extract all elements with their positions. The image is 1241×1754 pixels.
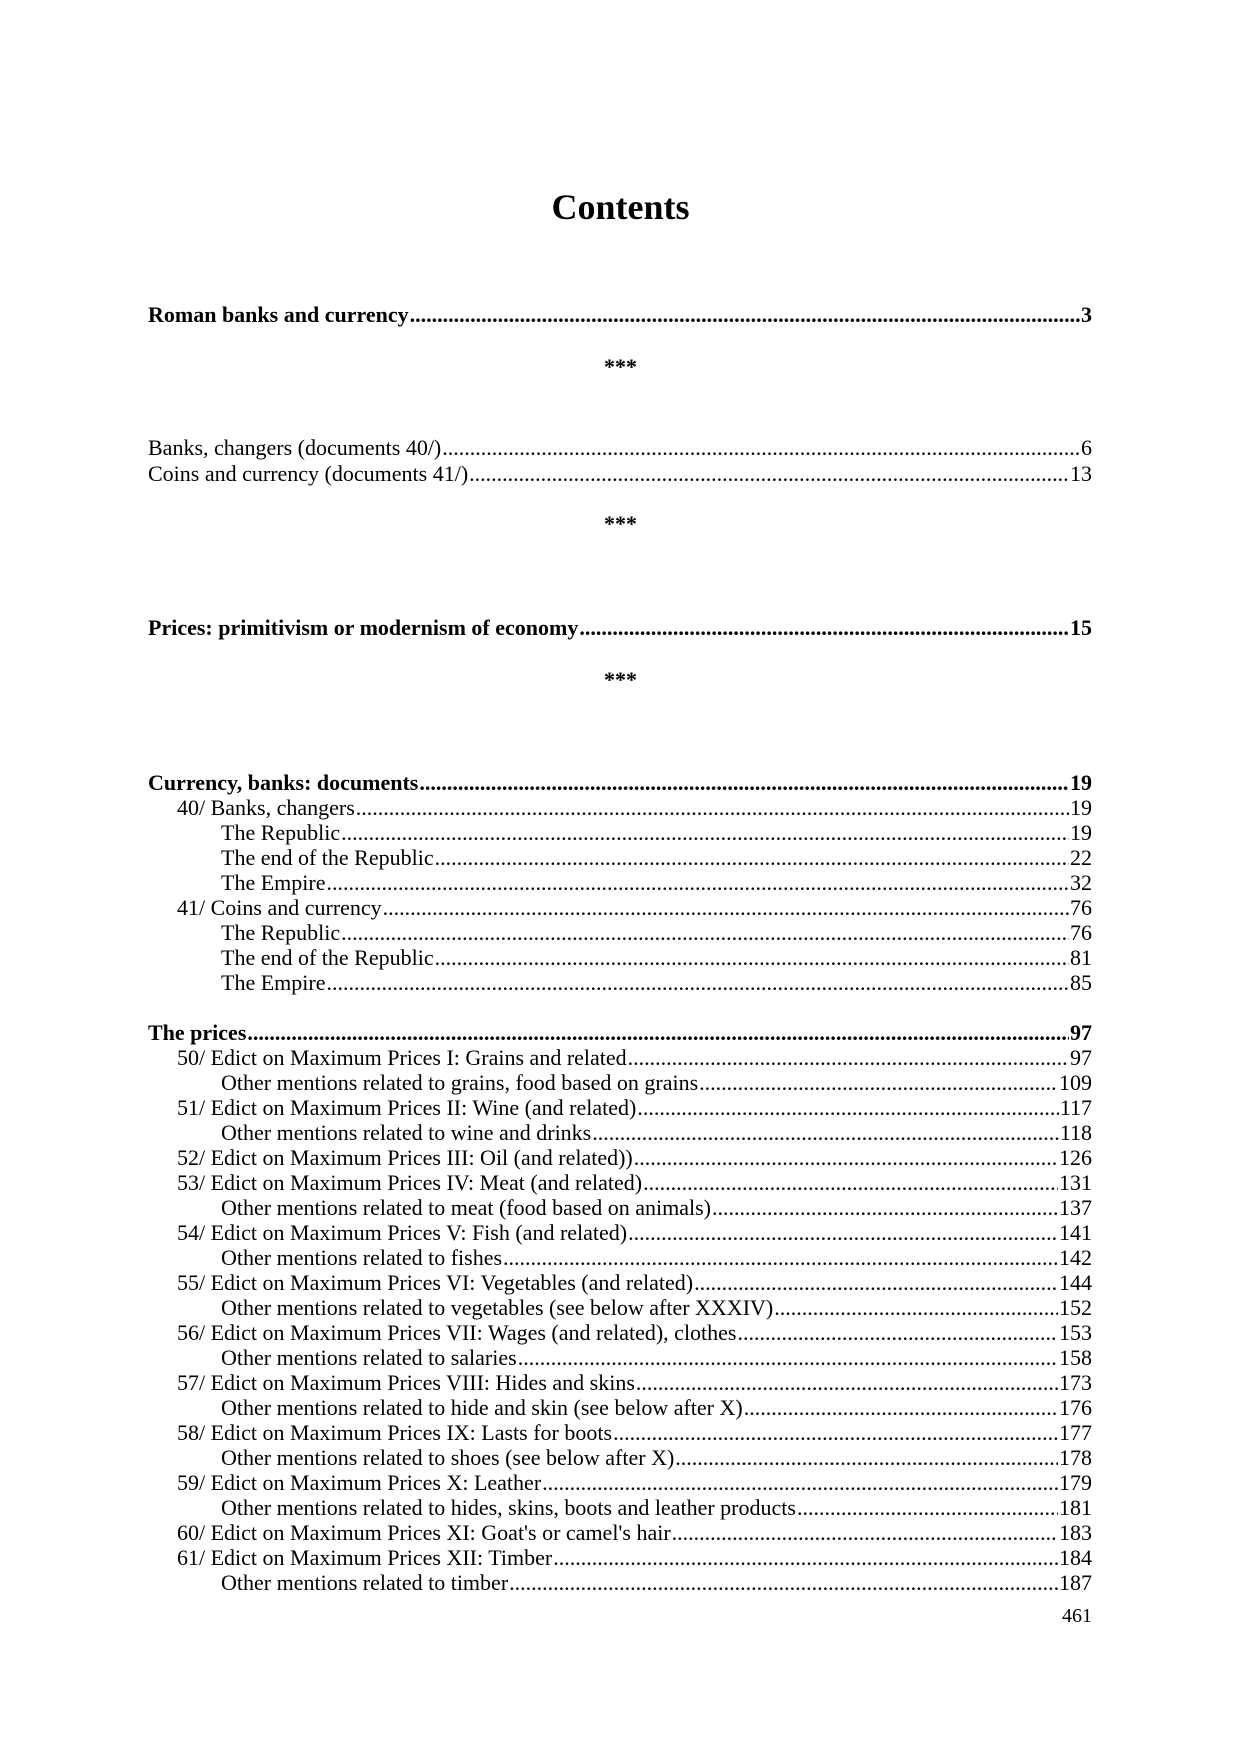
toc-entry[interactable] (148, 1545, 1092, 1571)
toc-entry[interactable] (148, 1320, 1092, 1346)
dot-leader (509, 1570, 1058, 1596)
toc-entry[interactable] (148, 1120, 1092, 1146)
section-separator: *** (604, 354, 637, 379)
toc-entry[interactable] (148, 945, 1092, 971)
toc-entry-page: 152 (1059, 1295, 1092, 1320)
toc-entry-page: 181 (1059, 1495, 1092, 1520)
toc-entry-label: 57/ Edict on Maximum Prices VIII: Hides and skins (177, 1370, 635, 1395)
toc-entry-page: 126 (1059, 1145, 1092, 1170)
toc-entry-page: 76 (1070, 920, 1092, 945)
toc-entry-page: 117 (1059, 1095, 1092, 1120)
toc-entry-currency-banks-docs[interactable] (148, 770, 1092, 796)
toc-entry[interactable] (148, 970, 1092, 996)
toc-entry-page: 187 (1059, 1570, 1092, 1595)
toc-entry-label: Other mentions related to fishes (221, 1245, 503, 1270)
toc-entry-label: 40/ Banks, changers (177, 795, 355, 820)
toc-entry-page: 183 (1059, 1520, 1092, 1545)
toc-entry[interactable] (148, 1295, 1092, 1321)
toc-entry-label: 58/ Edict on Maximum Prices IX: Lasts for boots (177, 1420, 613, 1445)
toc-entry-page: 118 (1059, 1120, 1092, 1145)
dot-leader (383, 895, 1069, 921)
toc-entry-label: 56/ Edict on Maximum Prices VII: Wages (and related), clothes (177, 1320, 737, 1345)
toc-entry-label: 52/ Edict on Maximum Prices III: Oil (and related)) (177, 1145, 633, 1170)
dot-leader (410, 302, 1080, 328)
dot-leader (326, 870, 1069, 896)
toc-entry-page: 76 (1070, 895, 1092, 920)
dot-leader (712, 1195, 1058, 1221)
toc-entry-page: 109 (1059, 1070, 1092, 1095)
toc-entry[interactable] (148, 1470, 1092, 1496)
dot-leader (774, 1295, 1058, 1321)
toc-entry[interactable] (148, 920, 1092, 946)
dot-leader (699, 1070, 1058, 1096)
toc-entry[interactable] (148, 1170, 1092, 1196)
toc-entry-page: 19 (1070, 820, 1092, 845)
toc-entry-label: Other mentions related to salaries (221, 1345, 517, 1370)
toc-entry-label: 61/ Edict on Maximum Prices XII: Timber (177, 1545, 553, 1570)
toc-entry-page: 173 (1059, 1370, 1092, 1395)
toc-entry-roman-banks[interactable] (148, 302, 1092, 328)
section-separator: *** (604, 511, 637, 536)
section-separator: *** (604, 667, 637, 692)
toc-entry-page: 131 (1059, 1170, 1092, 1195)
toc-entry-label: 50/ Edict on Maximum Prices I: Grains and related (177, 1045, 627, 1070)
toc-entry[interactable] (148, 1395, 1092, 1421)
toc-entry-label: The end of the Republic (221, 845, 434, 870)
toc-entry-page: 137 (1059, 1195, 1092, 1220)
dot-leader (628, 1045, 1069, 1071)
dot-leader (419, 770, 1069, 796)
dot-leader (628, 1220, 1058, 1246)
dot-leader (518, 1345, 1058, 1371)
toc-entry-label: Other mentions related to hides, skins, boots and leather products (221, 1495, 796, 1520)
dot-leader (469, 461, 1069, 487)
dot-leader (326, 970, 1069, 996)
toc-entry-page: 158 (1059, 1345, 1092, 1370)
toc-entry-label: 55/ Edict on Maximum Prices VI: Vegetables (and related) (177, 1270, 694, 1295)
dot-leader (553, 1545, 1058, 1571)
toc-entry-label: 41/ Coins and currency (177, 895, 382, 920)
toc-entry-label: 53/ Edict on Maximum Prices IV: Meat (and related) (177, 1170, 643, 1195)
toc-entry-label: Other mentions related to timber (221, 1570, 509, 1595)
toc-entry-coins-currency-doc[interactable] (148, 461, 1092, 487)
toc-entry[interactable] (148, 1145, 1092, 1171)
toc-entry[interactable] (148, 1345, 1092, 1371)
toc-entry-page: 176 (1059, 1395, 1092, 1420)
dot-leader (643, 1170, 1058, 1196)
toc-entry-label: The Empire (221, 870, 326, 895)
toc-entry-label: Other mentions related to grains, food based on grains (221, 1070, 699, 1095)
page-title: Contents (551, 187, 690, 227)
toc-entry-label: 60/ Edict on Maximum Prices XI: Goat's or camel's hair (177, 1520, 671, 1545)
dot-leader (694, 1270, 1058, 1296)
toc-entry-the-prices[interactable] (148, 1020, 1092, 1046)
toc-entry-label: Other mentions related to vegetables (see below after XXXIV) (221, 1295, 774, 1320)
dot-leader (579, 615, 1069, 641)
toc-entry[interactable] (148, 1420, 1092, 1446)
toc-entry[interactable] (148, 870, 1092, 896)
toc-entry-label: Coins and currency (documents 41/) (148, 461, 469, 486)
toc-entry-banks-changers-doc[interactable] (148, 435, 1092, 461)
toc-entry-page: 13 (1070, 461, 1092, 486)
dot-leader (356, 795, 1069, 821)
toc-entry-label: The prices (148, 1020, 247, 1045)
toc-entry-label: 54/ Edict on Maximum Prices V: Fish (and related) (177, 1220, 628, 1245)
dot-leader (672, 1520, 1058, 1546)
toc-entry[interactable] (148, 1245, 1092, 1271)
toc-entry-page: 177 (1059, 1420, 1092, 1445)
dot-leader (744, 1395, 1058, 1421)
toc-entry-label: 51/ Edict on Maximum Prices II: Wine (and related) (177, 1095, 637, 1120)
toc-entry-label: The Republic (221, 920, 341, 945)
toc-entry-label: Other mentions related to hide and skin (see below after X) (221, 1395, 743, 1420)
toc-entry[interactable] (148, 1520, 1092, 1546)
toc-entry-page: 184 (1059, 1545, 1092, 1570)
toc-entry-page: 179 (1059, 1470, 1092, 1495)
toc-entry-page: 19 (1070, 770, 1092, 795)
dot-leader (592, 1120, 1059, 1146)
toc-entry[interactable] (148, 895, 1092, 921)
toc-entry-page: 144 (1059, 1270, 1092, 1295)
dot-leader (341, 920, 1069, 946)
toc-entry-page: 178 (1059, 1445, 1092, 1470)
toc-entry[interactable] (148, 1495, 1092, 1521)
dot-leader (634, 1145, 1058, 1171)
dot-leader (797, 1495, 1058, 1521)
toc-entry[interactable] (148, 1070, 1092, 1096)
toc-entry-label: Roman banks and currency (148, 302, 409, 327)
toc-entry-label: Other mentions related to meat (food based on animals) (221, 1195, 711, 1220)
dot-leader (637, 1095, 1058, 1121)
toc-entry[interactable] (148, 1270, 1092, 1296)
toc-entry-page: 141 (1059, 1220, 1092, 1245)
dot-leader (675, 1445, 1058, 1471)
toc-entry-label: The Empire (221, 970, 326, 995)
toc-entry-label: The Republic (221, 820, 341, 845)
toc-entry-page: 153 (1059, 1320, 1092, 1345)
toc-entry[interactable] (148, 1220, 1092, 1246)
toc-entry-page: 97 (1070, 1045, 1092, 1070)
toc-entry-label: Other mentions related to wine and drinks (221, 1120, 592, 1145)
dot-leader (247, 1020, 1069, 1046)
toc-entry[interactable] (148, 1370, 1092, 1396)
dot-leader (503, 1245, 1058, 1271)
toc-entry[interactable] (148, 795, 1092, 821)
toc-entry-page: 142 (1059, 1245, 1092, 1270)
toc-entry-label: Currency, banks: documents (148, 770, 419, 795)
toc-entry-page: 81 (1070, 945, 1092, 970)
dot-leader (442, 435, 1080, 461)
toc-entry[interactable] (148, 1095, 1092, 1121)
toc-entry-page: 85 (1070, 970, 1092, 995)
toc-entry-page: 6 (1081, 435, 1092, 460)
toc-entry[interactable] (148, 845, 1092, 871)
toc-entry-label: 59/ Edict on Maximum Prices X: Leather (177, 1470, 542, 1495)
dot-leader (435, 945, 1069, 971)
toc-entry-prices[interactable] (148, 615, 1092, 641)
toc-entry-label: Banks, changers (documents 40/) (148, 435, 442, 460)
toc-entry-page: 97 (1070, 1020, 1092, 1045)
toc-entry[interactable] (148, 1570, 1092, 1596)
toc-entry-label: Prices: primitivism or modernism of economy (148, 615, 579, 640)
toc-entry-page: 19 (1070, 795, 1092, 820)
page-number: 461 (1062, 1605, 1092, 1627)
dot-leader (613, 1420, 1058, 1446)
toc-entry[interactable] (148, 1045, 1092, 1071)
toc-entry-label: Other mentions related to shoes (see below after X) (221, 1445, 675, 1470)
toc-entry-page: 15 (1070, 615, 1092, 640)
toc-entry-label: The end of the Republic (221, 945, 434, 970)
toc-entry-page: 22 (1070, 845, 1092, 870)
toc-entry-page: 3 (1081, 302, 1092, 327)
dot-leader (636, 1370, 1058, 1396)
toc-entry[interactable] (148, 1445, 1092, 1471)
dot-leader (435, 845, 1069, 871)
toc-entry[interactable] (148, 1195, 1092, 1221)
dot-leader (738, 1320, 1059, 1346)
toc-entry[interactable] (148, 820, 1092, 846)
dot-leader (542, 1470, 1058, 1496)
toc-entry-page: 32 (1070, 870, 1092, 895)
dot-leader (341, 820, 1069, 846)
